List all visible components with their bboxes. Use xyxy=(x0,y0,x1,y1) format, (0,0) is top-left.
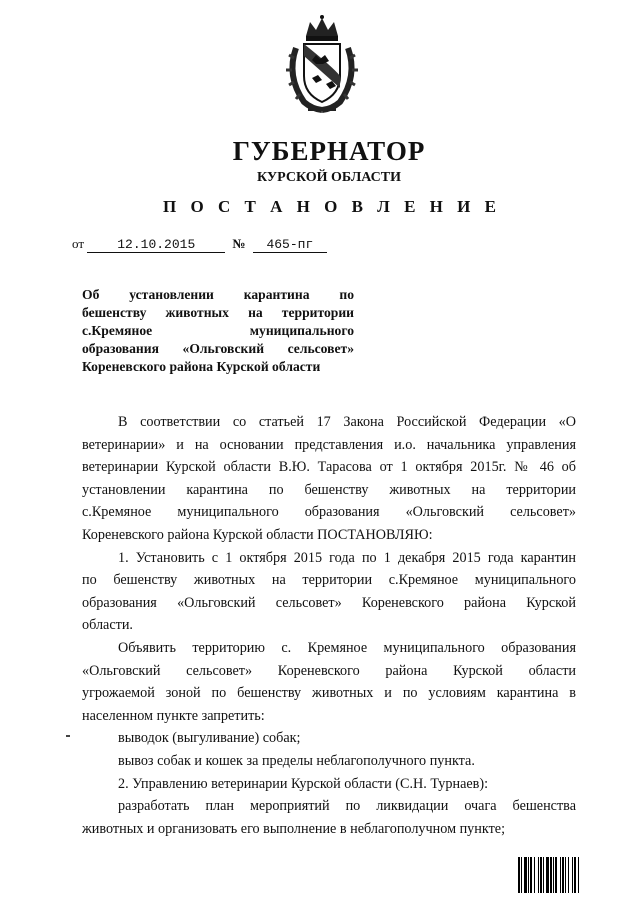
item-1-line: области. xyxy=(82,617,133,634)
date-number-line xyxy=(72,236,327,253)
item-1-line: по бешенству животных на территории с.Кремяное муниципального xyxy=(82,572,576,589)
governor-title: ГУБЕРНАТОР xyxy=(232,136,426,166)
number-value: 465-пг xyxy=(253,237,327,253)
item-2-heading: 2. Управлению ветеринарии Курской области (С.Н. Турнаев): xyxy=(118,775,489,792)
date-value: 12.10.2015 xyxy=(87,237,225,253)
region-subtitle: КУРСКОЙ ОБЛАСТИ xyxy=(256,170,402,185)
declare-line: населенном пункте запретить: xyxy=(82,707,265,724)
subject-line: образования «Ольговский сельсовет» xyxy=(82,341,354,356)
ban-item-export: вывоз собак и кошек за пределы неблагополучного пункта. xyxy=(118,752,475,769)
declare-paragraph xyxy=(82,637,576,727)
subject-line: бешенству животных на территории xyxy=(82,305,354,320)
intro-line: В соответствии со статьей 17 Закона Российской Федерации «О xyxy=(118,414,576,430)
item-2a-line: животных и организовать его выполнение в неблагополучном пункте; xyxy=(82,820,506,837)
intro-line: Кореневского района Курской области ПОСТАНОВЛЯЮ: xyxy=(82,526,433,543)
date-label: от xyxy=(72,236,85,251)
scan-mark xyxy=(66,735,70,737)
intro-line: ветеринарии» и на основании представления и.о. начальника управления xyxy=(82,436,576,453)
subject-line: Кореневского района Курской области xyxy=(82,359,321,374)
item-2a-paragraph xyxy=(82,795,576,840)
intro-line: ветеринарии Курской области В.Ю. Тарасова от 1 октября 2015г. № 46 об xyxy=(82,459,576,476)
intro-line: установлении карантина по бешенству животных на территории xyxy=(82,481,576,498)
intro-line: с.Кремяное муниципального образования «Ольговский сельсовет» xyxy=(82,504,576,521)
document-type: П О С Т А Н О В Л Е Н И Е xyxy=(163,197,501,216)
number-label: № xyxy=(232,236,246,251)
intro-paragraph xyxy=(82,411,576,547)
document-subject xyxy=(82,286,354,376)
item-2a-line: разработать план мероприятий по ликвидации очага бешенства xyxy=(118,798,576,815)
item-1-paragraph xyxy=(82,547,576,637)
declare-line: Объявить территорию с. Кремяное муниципального образования xyxy=(118,639,576,656)
subject-line: Об установлении карантина по xyxy=(82,287,354,302)
ban-item-walking: выводок (выгуливание) собак; xyxy=(118,730,301,747)
declare-line: угрожаемой зоной по бешенству животных и по условиям карантина в xyxy=(82,685,576,702)
subject-line: с.Кремяное муниципального xyxy=(82,323,354,338)
coat-of-arms-emblem xyxy=(282,14,362,114)
barcode xyxy=(518,857,612,893)
document-body xyxy=(82,411,576,840)
item-1-line: 1. Установить с 1 октября 2015 года по 1 декабря 2015 года карантин xyxy=(118,549,576,566)
declare-line: «Ольговский сельсовет» Кореневского района Курской области xyxy=(82,662,576,679)
item-1-line: образования «Ольговский сельсовет» Кореневского района Курской xyxy=(82,594,576,611)
